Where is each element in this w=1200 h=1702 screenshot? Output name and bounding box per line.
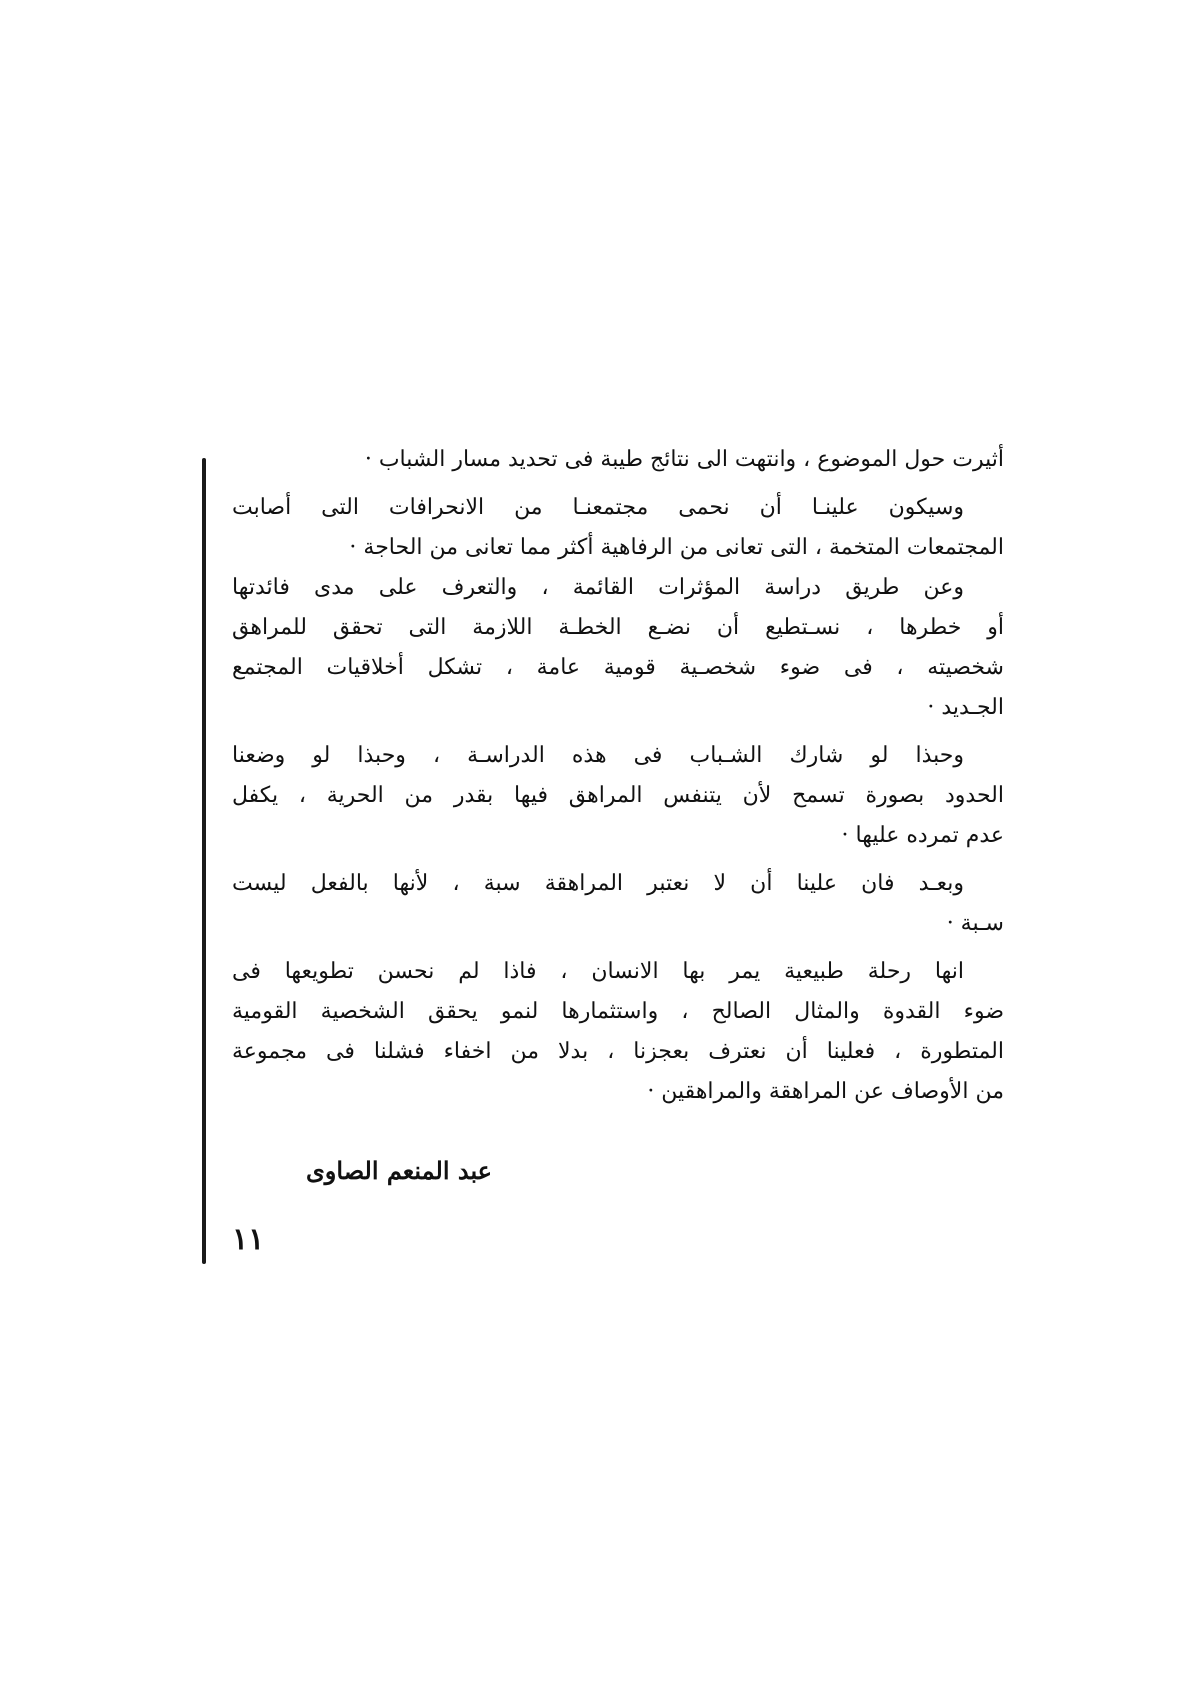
text-line: عدم تمرده عليها · [841,823,1004,848]
text-line: أو خطرها ، نسـتطيع أن نضـع الخطـة اللازمة التى تحقق للمراهق [232,615,1004,640]
text-line: وبعـد فان علينا أن لا نعتبر المراهقة سبة ، لأنها بالفعل ليست [232,871,964,896]
page-number: ١١ [232,1222,265,1257]
text-line: وسيكون علينـا أن نحمى مجتمعنـا من الانحرافات التى أصابت [232,495,964,520]
text-line: الحدود بصورة تسمح لأن يتنفس المراهق فيها بقدر من الحرية ، يكفل [232,783,1004,808]
margin-vertical-rule [202,458,206,1264]
text-line: وعن طريق دراسة المؤثرات القائمة ، والتعرف على مدى فائدتها [232,575,964,600]
text-line: الجـديد · [927,695,1004,720]
author-signature: عبد المنعم الصاوى [306,1156,492,1185]
text-line: انها رحلة طبيعية يمر بها الانسان ، فاذا لم نحسن تطويعها فى [232,959,964,984]
text-line: وحبذا لو شارك الشـباب فى هذه الدراسـة ، وحبذا لو وضعنا [232,743,964,768]
text-line: شخصيته ، فى ضوء شخصـية قومية عامة ، تشكل أخلاقيات المجتمع [232,655,1004,680]
text-line: سـبة · [946,911,1004,936]
text-line: أثيرت حول الموضوع ، وانتهت الى نتائج طيبة فى تحديد مسار الشباب · [364,447,1004,472]
body-text [232,440,1004,1112]
text-line: المجتمعات المتخمة ، التى تعانى من الرفاهية أكثر مما تعانى من الحاجة · [349,535,1004,560]
text-line: المتطورة ، فعلينا أن نعترف بعجزنا ، بدلا من اخفاء فشلنا فى مجموعة [232,1039,1004,1064]
text-line: من الأوصاف عن المراهقة والمراهقين · [647,1079,1004,1104]
text-line: ضوء القدوة والمثال الصالح ، واستثمارها لنمو يحقق الشخصية القومية [232,999,1004,1024]
